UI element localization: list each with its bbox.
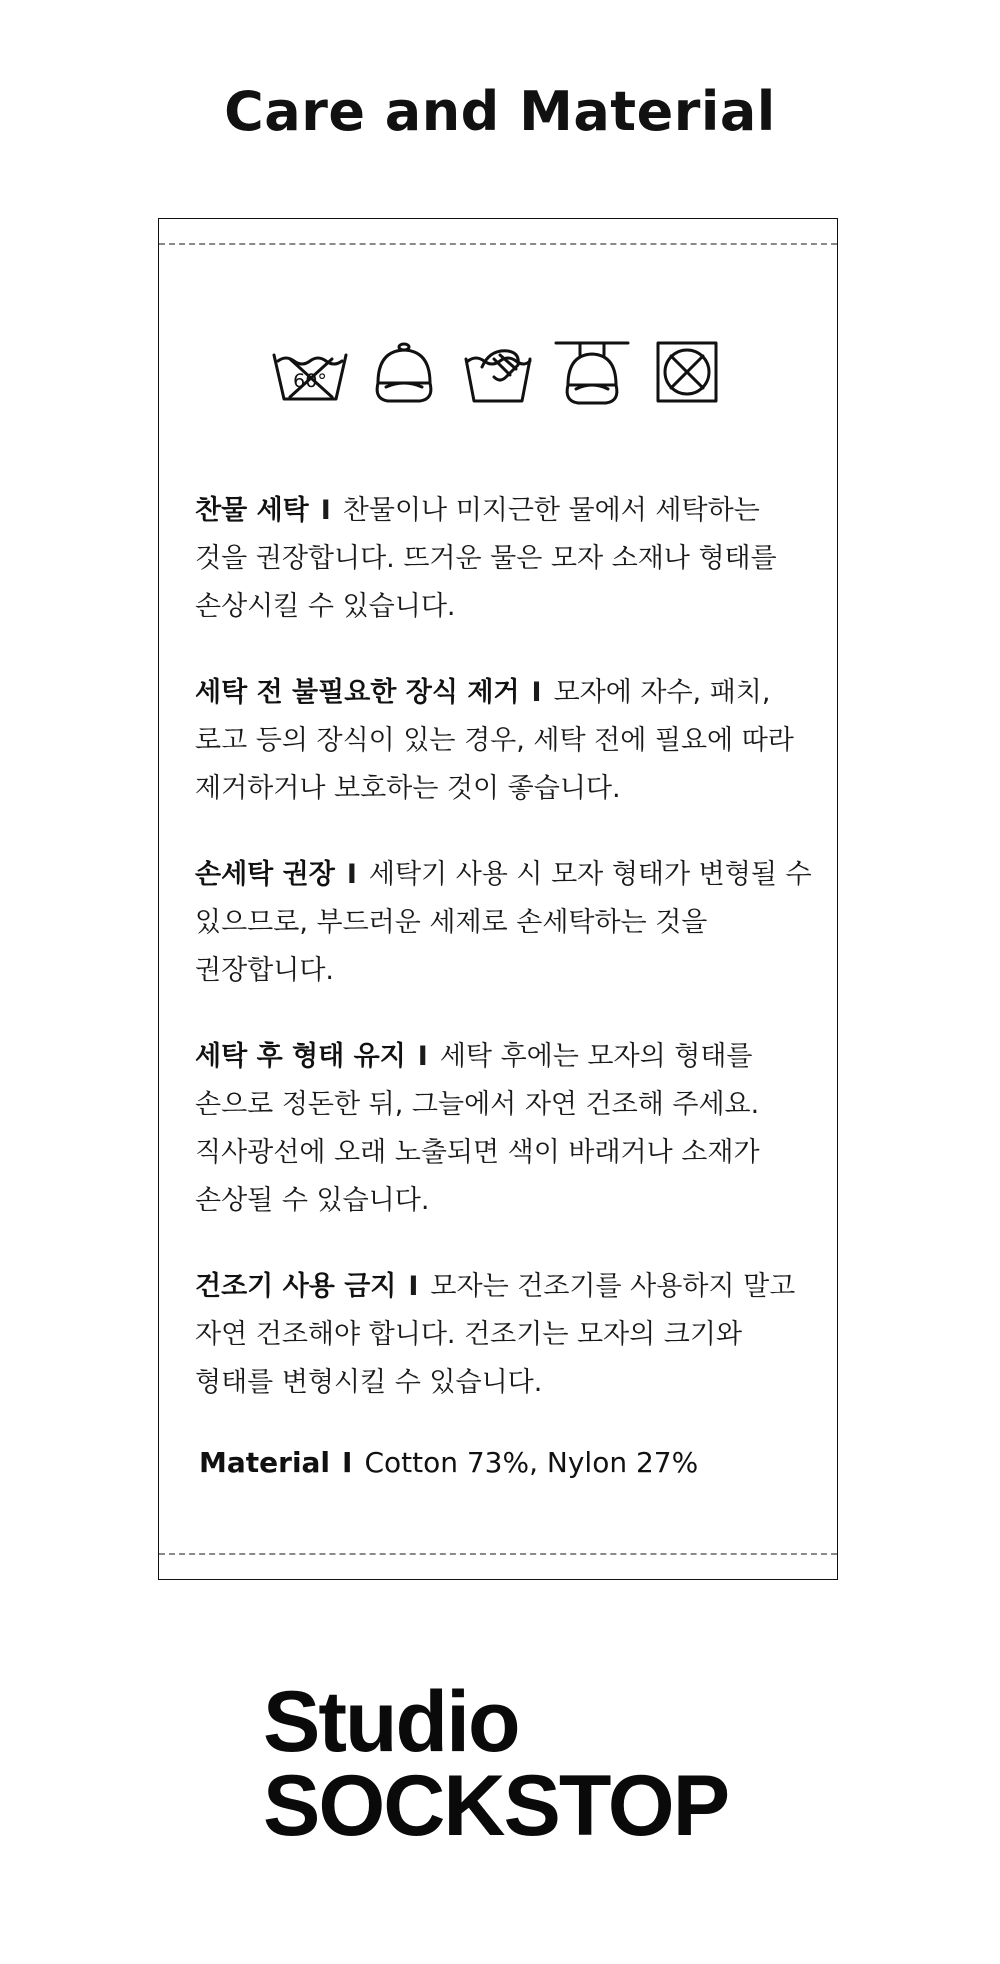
instruction-hand-wash bbox=[195, 851, 815, 995]
material-value: Cotton 73%, Nylon 27% bbox=[364, 1446, 699, 1479]
page-title: Care and Material bbox=[224, 80, 776, 144]
instruction-body: 모자에 자수, 패치, 로고 등의 장식이 있는 경우, 세탁 전에 필요에 따라 제거하거나 보호하는 것이 좋습니다. bbox=[195, 677, 794, 804]
brand-logo bbox=[263, 1674, 729, 1854]
instruction-separator: I bbox=[408, 1271, 419, 1302]
brand-line-studio: Studio bbox=[263, 1674, 519, 1770]
wash-temperature-label: 60° bbox=[293, 370, 327, 392]
instruction-body: 찬물이나 미지근한 물에서 세탁하는 것을 권장합니다. 뜨거운 물은 모자 소재나 형태를 손상시킬 수 있습니다. bbox=[195, 495, 777, 622]
no-tumble-dry-icon bbox=[646, 337, 726, 407]
instruction-keep-shape bbox=[195, 1033, 815, 1225]
care-icon-row bbox=[159, 337, 837, 407]
material-line bbox=[195, 1439, 815, 1487]
instruction-body: 세탁기 사용 시 모자 형태가 변형될 수 있으므로, 부드러운 세제로 손세탁하는 것을 권장합니다. bbox=[195, 859, 812, 986]
cap-line-dry-icon bbox=[552, 337, 632, 407]
instruction-title: 세탁 후 형태 유지 bbox=[195, 1041, 406, 1072]
hand-wash-icon bbox=[458, 337, 538, 407]
instruction-separator: I bbox=[346, 859, 357, 890]
instruction-title: 찬물 세탁 bbox=[195, 495, 309, 526]
top-stitch-line bbox=[159, 243, 837, 245]
instruction-no-dryer bbox=[195, 1263, 815, 1407]
wash-30-cold-crossed-icon bbox=[270, 337, 350, 407]
instruction-separator: I bbox=[320, 495, 331, 526]
instruction-title: 건조기 사용 금지 bbox=[195, 1271, 397, 1302]
instruction-remove-decorations bbox=[195, 669, 815, 813]
material-label: Material bbox=[199, 1446, 331, 1479]
brand-line-sockstop: SOCKSTOP bbox=[263, 1758, 729, 1854]
care-label bbox=[158, 218, 838, 1580]
instruction-separator: I bbox=[417, 1041, 428, 1072]
instruction-title: 세탁 전 불필요한 장식 제거 bbox=[195, 677, 520, 708]
bottom-stitch-line bbox=[159, 1553, 837, 1555]
instruction-cold-wash bbox=[195, 487, 815, 631]
instruction-body: 세탁 후에는 모자의 형태를 손으로 정돈한 뒤, 그늘에서 자연 건조해 주세요. 직사광선에 오래 노출되면 색이 바래거나 소재가 손상될 수 있습니다. bbox=[195, 1041, 760, 1216]
care-instructions bbox=[195, 487, 815, 1487]
instruction-title: 손세탁 권장 bbox=[195, 859, 335, 890]
instruction-body: 모자는 건조기를 사용하지 말고 자연 건조해야 합니다. 건조기는 모자의 크기와 형태를 변형시킬 수 있습니다. bbox=[195, 1271, 796, 1398]
cap-icon bbox=[364, 337, 444, 407]
material-separator: I bbox=[342, 1446, 353, 1479]
instruction-separator: I bbox=[531, 677, 542, 708]
